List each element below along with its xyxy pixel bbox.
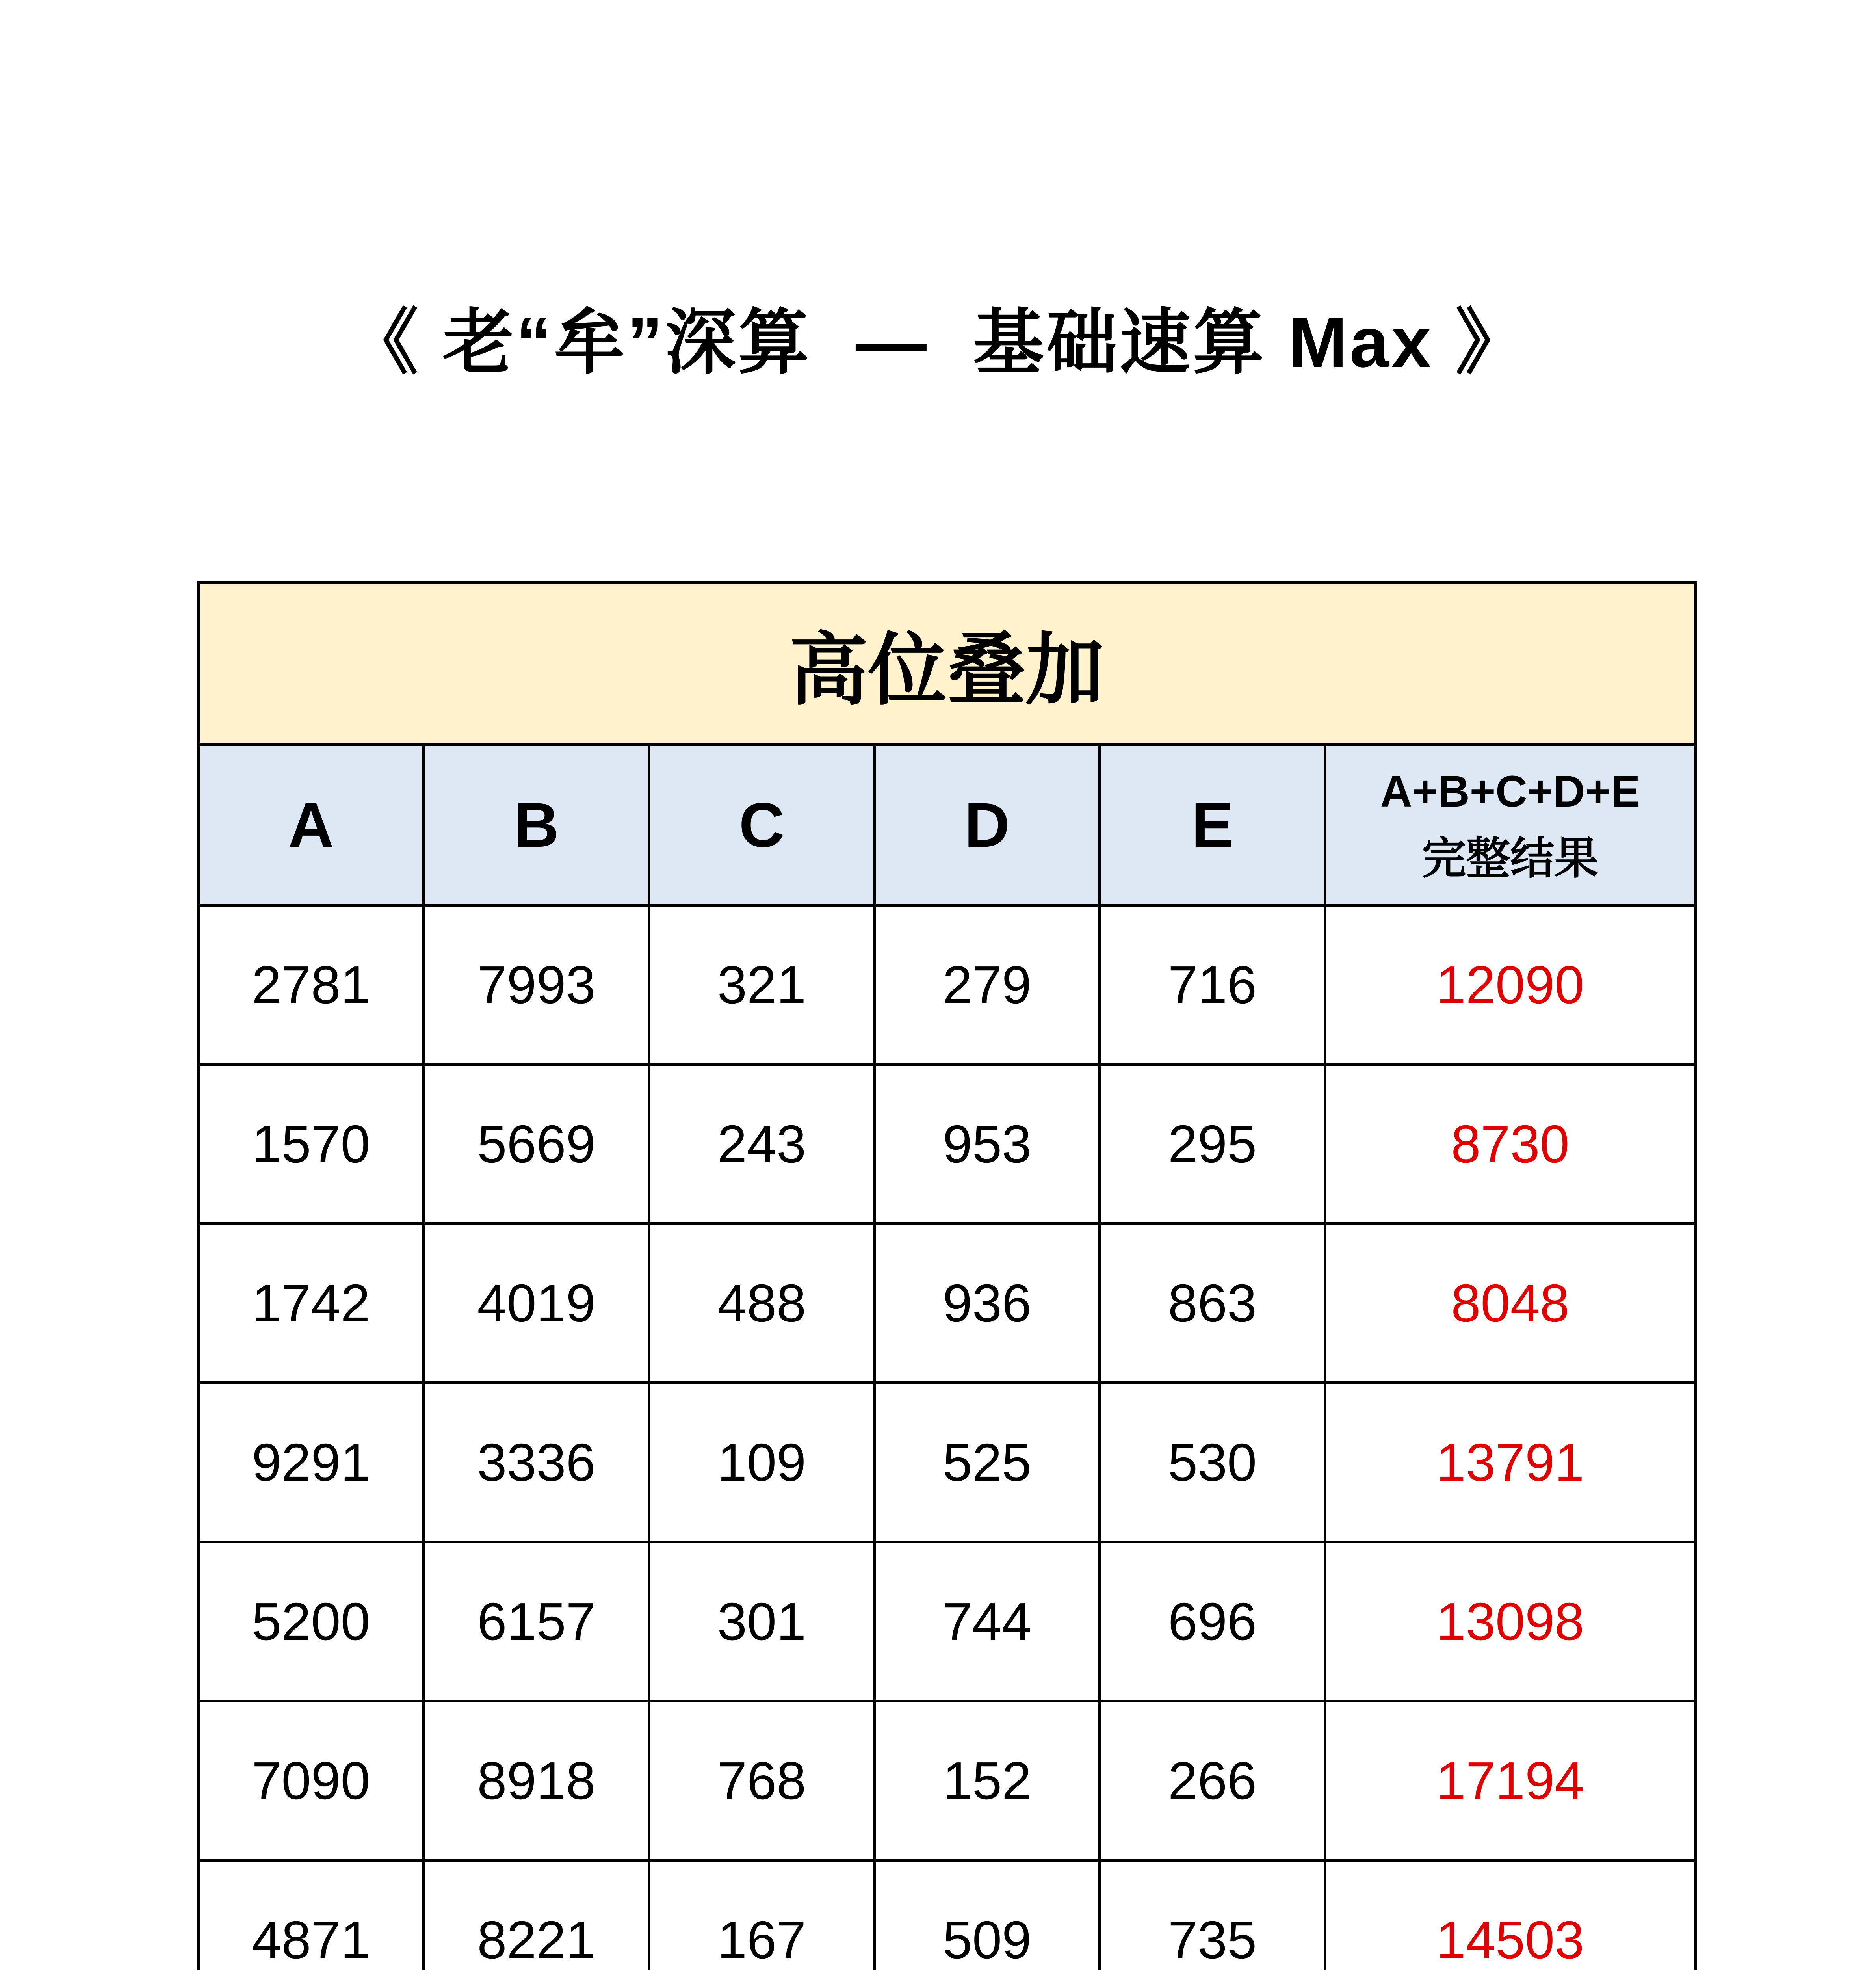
table-caption: 高位叠加: [199, 583, 1696, 745]
cell-d: 152: [875, 1701, 1100, 1860]
table-header-row: [199, 745, 1696, 905]
table-row: [199, 1542, 1696, 1701]
cell-e: 266: [1100, 1701, 1325, 1860]
cell-c: 488: [649, 1224, 875, 1383]
cell-d: 953: [875, 1065, 1100, 1224]
cell-e: 530: [1100, 1383, 1325, 1542]
cell-e: 696: [1100, 1542, 1325, 1701]
cell-c: 167: [649, 1860, 875, 1970]
column-header-result: [1325, 745, 1696, 905]
cell-e: 716: [1100, 905, 1325, 1065]
result-header-label: 完整结果: [1422, 834, 1599, 883]
cell-d: 509: [875, 1860, 1100, 1970]
cell-e: 863: [1100, 1224, 1325, 1383]
cell-c: 243: [649, 1065, 875, 1224]
result-header-formula: A+B+C+D+E: [1380, 767, 1640, 816]
cell-e: 735: [1100, 1860, 1325, 1970]
cell-result: 14503: [1325, 1860, 1696, 1970]
cell-c: 321: [649, 905, 875, 1065]
cell-c: 768: [649, 1701, 875, 1860]
table-body: [199, 905, 1696, 1970]
cell-b: 4019: [424, 1224, 649, 1383]
cell-b: 7993: [424, 905, 649, 1065]
cell-b: 8918: [424, 1701, 649, 1860]
cell-d: 279: [875, 905, 1100, 1065]
column-header-e: E: [1100, 745, 1325, 905]
column-header-c: C: [649, 745, 875, 905]
cell-result: 8048: [1325, 1224, 1696, 1383]
cell-e: 295: [1100, 1065, 1325, 1224]
cell-result: 13098: [1325, 1542, 1696, 1701]
table-row: [199, 1701, 1696, 1860]
cell-c: 301: [649, 1542, 875, 1701]
cell-d: 744: [875, 1542, 1100, 1701]
cell-a: 7090: [199, 1701, 424, 1860]
cell-d: 936: [875, 1224, 1100, 1383]
column-header-a: A: [199, 745, 424, 905]
table-row: [199, 1065, 1696, 1224]
cell-result: 12090: [1325, 905, 1696, 1065]
column-header-b: B: [424, 745, 649, 905]
table-row: [199, 905, 1696, 1065]
column-header-d: D: [875, 745, 1100, 905]
cell-d: 525: [875, 1383, 1100, 1542]
table-row: [199, 1224, 1696, 1383]
cell-a: 2781: [199, 905, 424, 1065]
table-row: [199, 1860, 1696, 1970]
addition-table: [197, 581, 1697, 1970]
cell-result: 17194: [1325, 1701, 1696, 1860]
cell-a: 9291: [199, 1383, 424, 1542]
table-caption-row: [199, 583, 1696, 745]
cell-result: 8730: [1325, 1065, 1696, 1224]
cell-b: 5669: [424, 1065, 649, 1224]
page-title: 《 老“牟”深算 — 基础速算 Max 》: [347, 303, 1529, 382]
cell-c: 109: [649, 1383, 875, 1542]
cell-a: 5200: [199, 1542, 424, 1701]
cell-a: 1570: [199, 1065, 424, 1224]
table-row: [199, 1383, 1696, 1542]
cell-a: 1742: [199, 1224, 424, 1383]
cell-a: 4871: [199, 1860, 424, 1970]
cell-b: 6157: [424, 1542, 649, 1701]
cell-b: 8221: [424, 1860, 649, 1970]
cell-result: 13791: [1325, 1383, 1696, 1542]
cell-b: 3336: [424, 1383, 649, 1542]
